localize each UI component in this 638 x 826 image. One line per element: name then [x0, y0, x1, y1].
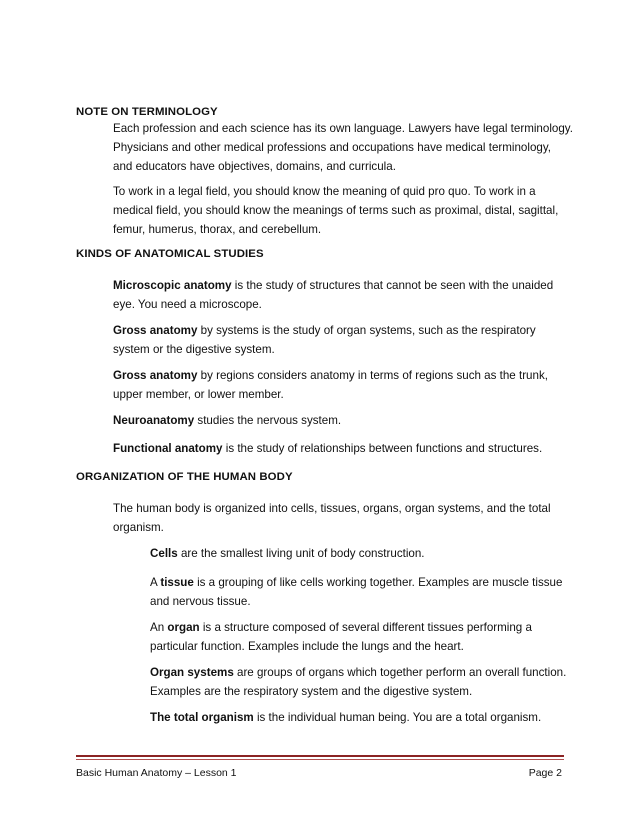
- organization-intro: The human body is organized into cells, tissues, organs, organ systems, and the total organism.: [113, 502, 551, 534]
- organization-item: [150, 618, 575, 656]
- organization-text: is a structure composed of several different tissues performing a particular function. Examples include the lungs and the heart.: [150, 621, 532, 653]
- organization-term: Organ systems: [150, 666, 234, 679]
- kinds-term: Gross anatomy: [113, 324, 198, 337]
- kinds-term: Functional anatomy: [113, 442, 223, 455]
- footer-divider: [76, 755, 564, 757]
- kinds-text: by regions considers anatomy in terms of regions such as the trunk, upper member, or lower member.: [113, 369, 548, 401]
- heading-terminology: NOTE ON TERMINOLOGY: [76, 106, 218, 118]
- heading-kinds: KINDS OF ANATOMICAL STUDIES: [76, 248, 264, 260]
- organization-item: [150, 663, 575, 701]
- organization-item: [150, 708, 575, 727]
- kinds-item: [113, 276, 573, 314]
- organization-item: [150, 544, 575, 563]
- page-number: Page 2: [528, 767, 562, 779]
- organization-prefix: A: [150, 576, 161, 589]
- kinds-text: is the study of relationships between functions and structures.: [222, 442, 543, 455]
- organization-term: organ: [167, 621, 200, 634]
- organization-prefix: An: [150, 621, 168, 634]
- kinds-term: Microscopic anatomy: [113, 279, 232, 292]
- organization-text: is the individual human being. You are a total organism.: [253, 711, 542, 724]
- kinds-item: [113, 439, 573, 458]
- kinds-item: [113, 321, 573, 359]
- organization-item: [150, 573, 575, 611]
- organization-text: are groups of organs which together perform an overall function. Examples are the respiratory system and the digestive system.: [150, 666, 567, 698]
- organization-term: The total organism: [150, 711, 254, 724]
- terminology-paragraph-1: Each profession and each science has its own language. Lawyers have legal terminology. Physicians and other medical professions and occupations have medical terminology, and educators have objectives, domains, and curricula.: [113, 122, 573, 173]
- organization-text: is a grouping of like cells working together. Examples are muscle tissue and nervous tissue.: [150, 576, 563, 608]
- footer-divider-thin: [76, 759, 564, 760]
- kinds-text: studies the nervous system.: [194, 414, 342, 427]
- organization-text: are the smallest living unit of body construction.: [177, 547, 425, 560]
- kinds-term: Neuroanatomy: [113, 414, 195, 427]
- organization-term: tissue: [160, 576, 194, 589]
- heading-organization: ORGANIZATION OF THE HUMAN BODY: [76, 471, 293, 483]
- kinds-item: [113, 411, 573, 430]
- kinds-item: [113, 366, 573, 404]
- kinds-text: by systems is the study of organ systems, such as the respiratory system or the digestive system.: [113, 324, 536, 356]
- terminology-paragraph-2: To work in a legal field, you should know the meaning of quid pro quo. To work in a medical field, you should know the meanings of terms such as proximal, distal, sagittal, femur, humerus, thorax, and cerebellum.: [113, 185, 559, 236]
- kinds-term: Gross anatomy: [113, 369, 198, 382]
- kinds-text: is the study of structures that cannot be seen with the unaided eye. You need a microscope.: [113, 279, 554, 311]
- footer-title: Basic Human Anatomy – Lesson 1: [76, 767, 237, 779]
- organization-term: Cells: [150, 547, 178, 560]
